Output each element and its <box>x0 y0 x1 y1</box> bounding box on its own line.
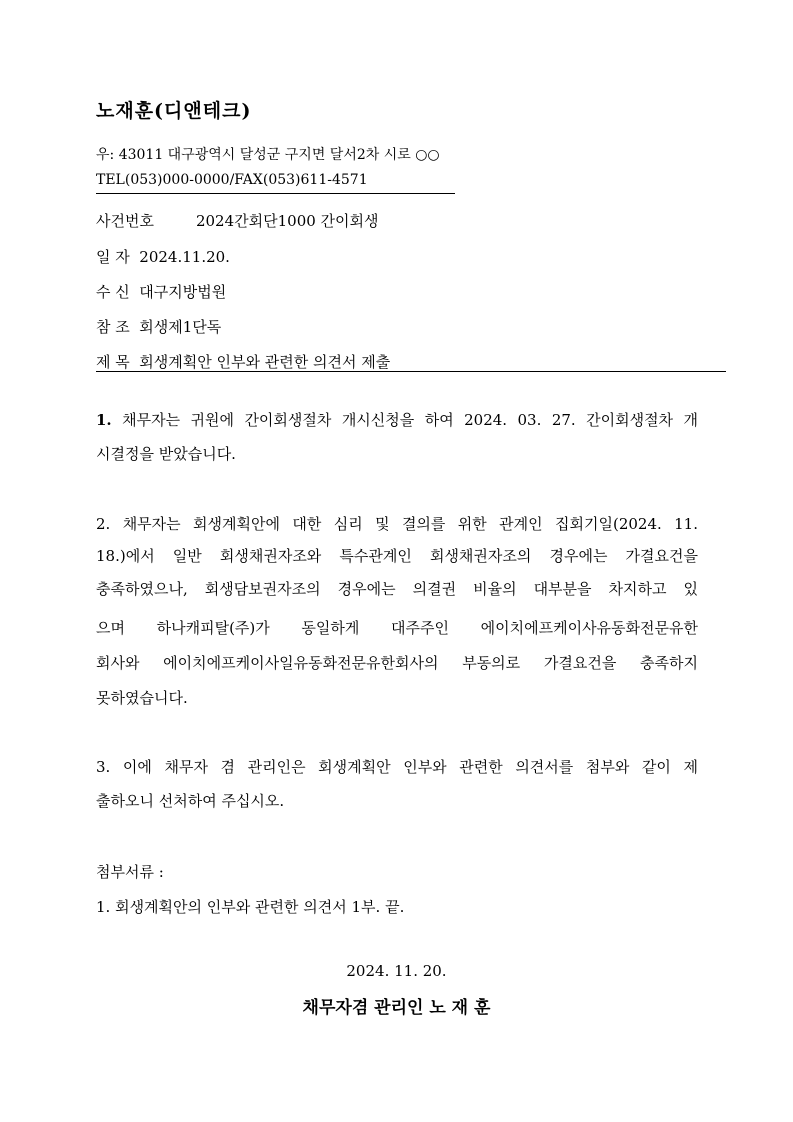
sender-tel: TEL(053)000-0000/FAX(053)611-4571 <box>96 172 368 188</box>
header-divider-short <box>96 193 455 194</box>
paragraph-3-line-1: 3. 이에 채무자 겸 관리인은 회생계획안 인부와 관련한 의견서를 첨부와 같이 제 <box>96 758 698 776</box>
date-label: 일 자 <box>96 248 130 266</box>
paragraph-1-line-1: 1. 채무자는 귀원에 간이회생절차 개시신청을 하여 2024. 03. 27. 간이회생절차 개 <box>96 411 698 429</box>
date-value: 2024.11.20. <box>139 248 230 266</box>
signature: 채무자겸 관리인 노 재 훈 <box>302 998 491 1018</box>
paragraph-2-line-6: 못하였습니다. <box>96 689 188 707</box>
closing-date: 2024. 11. 20. <box>346 962 447 980</box>
paragraph-3-line-2: 출하오니 선처하여 주십시오. <box>96 792 285 810</box>
reference-label: 참 조 <box>96 318 130 336</box>
sender-name: 노재훈(디앤테크) <box>96 100 252 122</box>
paragraph-2-line-3: 충족하였으나, 회생담보권자조의 경우에는 의결권 비율의 대부분을 차지하고 있 <box>96 580 698 598</box>
case-number-label: 사건번호 <box>96 212 154 230</box>
case-number-row <box>96 210 379 231</box>
subject-label: 제 목 <box>96 353 130 371</box>
header-divider-long <box>96 371 726 372</box>
recipient-label: 수 신 <box>96 283 130 301</box>
attachments-label: 첨부서류 : <box>96 863 164 881</box>
reference-row <box>96 316 221 337</box>
paragraph-1-number: 1. <box>96 411 112 429</box>
paragraph-2-line-1: 2. 채무자는 회생계획안에 대한 심리 및 결의를 위한 관계인 집회기일(2024. 11. <box>96 515 698 533</box>
case-number-value: 2024간회단1000 간이회생 <box>195 212 379 230</box>
attachment-item: 1. 회생계획안의 인부와 관련한 의견서 1부. 끝. <box>96 898 405 916</box>
recipient-row <box>96 281 226 302</box>
paragraph-2-line-5: 회사와 에이치에프케이사일유동화전문유한회사의 부동의로 가결요건을 충족하지 <box>96 654 698 672</box>
subject-value: 회생계획안 인부와 관련한 의견서 제출 <box>139 353 391 371</box>
recipient-value: 대구지방법원 <box>139 283 227 301</box>
sender-address: 우: 43011 대구광역시 달성군 구지면 달서2차 시로 ○○ <box>96 147 440 163</box>
subject-row <box>96 351 390 372</box>
date-row <box>96 246 230 267</box>
paragraph-1-line-2: 시결정을 받았습니다. <box>96 445 236 463</box>
reference-value: 회생제1단독 <box>139 318 222 336</box>
paragraph-2-line-4: 으며 하나캐피탈(주)가 동일하게 대주주인 에이치에프케이사유동화전문유한 <box>96 619 698 637</box>
paragraph-2-line-2: 18.)에서 일반 회생채권자조와 특수관계인 회생채권자조의 경우에는 가결요건을 <box>96 547 698 565</box>
